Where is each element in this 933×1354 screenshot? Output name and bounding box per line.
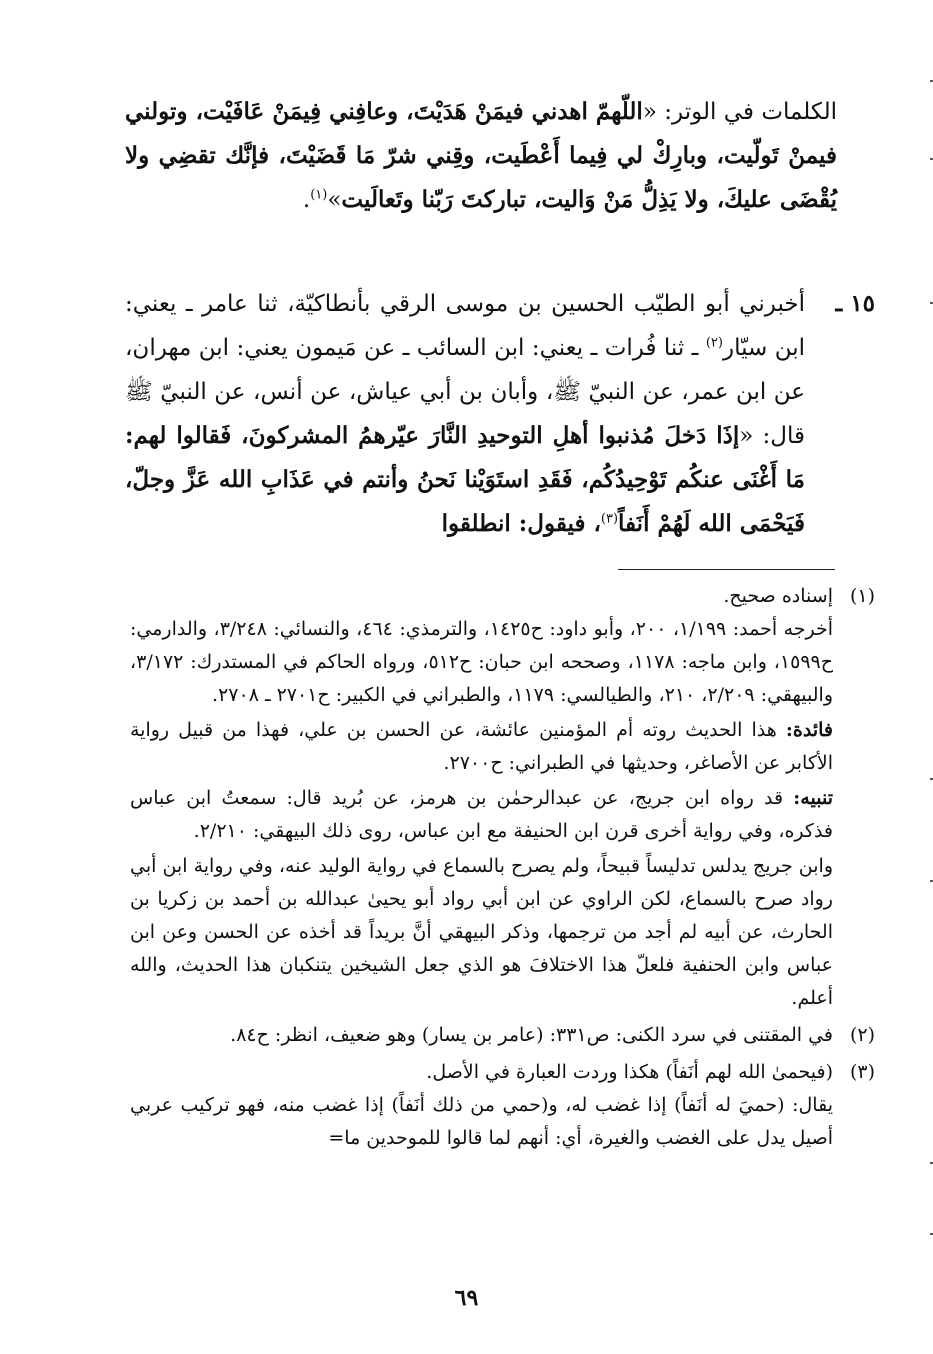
intro-text: الكلمات في الوتر: « bbox=[642, 99, 837, 125]
page-number: ٦٩ bbox=[454, 1285, 479, 1311]
hadith-text bbox=[125, 282, 805, 546]
matn-bold-text-2: ، فيقول: انطلقوا bbox=[441, 510, 601, 537]
footnote-number: (٣) bbox=[849, 1061, 875, 1083]
closing-quote: » bbox=[327, 187, 342, 213]
dua-witr-text bbox=[125, 90, 837, 222]
footnote-line: (فيحمىٰ الله لهم أنَفاً) هكذا وردت العبارة في الأصل. bbox=[426, 1061, 833, 1083]
footnotes bbox=[130, 580, 875, 1159]
footnote-line: إسناده صحيح. bbox=[723, 585, 833, 607]
footnote-3 bbox=[130, 1056, 875, 1155]
footnote-separator bbox=[618, 569, 835, 570]
footnote-1 bbox=[130, 580, 875, 1015]
footnote-line: في المقتنى في سرد الكنى: ص٣٣١: (عامر بن يسار) وهو ضعيف، انظر: ح٨٤. bbox=[230, 1024, 833, 1046]
top-paragraph bbox=[125, 90, 837, 222]
matn-bold-text: إذَا دَخلَ مُذنبوا أهلِ التوحيدِ النَّارَ عيّرهمُ المشركونَ، فَقالوا لهم: مَا أَغْنَى عنكُم تَوْحِيدُكُم، فَقَدِ استَوَيْنا نَحنُ وأنتم في عَذَابِ الله عَزَّ وجلّ، فَيَحْمَى الله لَهُمْ أَنَفاً bbox=[125, 422, 805, 537]
footnote-ref-3[interactable]: (٣) bbox=[600, 511, 619, 527]
footnote-line: أخرجه أحمد: ١/١٩٩، ٢٠٠، وأبو داود: ح١٤٢٥، والترمذي: ٤٦٤، والنسائي: ٣/٢٤٨، والدارمي: ح١٥٩٩، وابن ماجه: ١١٧٨، وصححه ابن حبان: ح٥١٢، ورواه الحاكم في المستدرك: ٣/١٧٢، والبيهقي: ٢/٢٠٩، ٢١٠، والطيالسي: ١١٧٩، والطبراني في الكبير: ح٢٧٠١ ـ ٢٧٠٨. bbox=[130, 618, 834, 706]
dua-bold-text: اللّهمّ اهدني فيمَنْ هَدَيْتَ، وعافِني فِيمَنْ عَافَيْت، وتولني فيمنْ تَولّيت، وبارِكْ لي فِيما أَعْطَيت، وقِني شرّ مَا قَضَيْتَ، فإنَّك تقضِي ولا يُقْضَى عليكَ، ولا يَذِلُّ مَنْ وَاليت، تباركتَ رَبّنا وتَعالَيت bbox=[125, 98, 837, 213]
isnad-text-2: ـ ثنا فُرات ـ يعني: ابن السائب ـ عن مَيمون يعني: ابن مهران، عن ابن عمر، عن النبيّ ﷺ، وأبان بن أبي عياش، عن أنس، عن النبيّ ﷺ قال: « bbox=[125, 335, 805, 449]
faida-label: فائدة: bbox=[785, 719, 833, 741]
tanbih-note bbox=[130, 782, 833, 848]
isnad-text: أخبرني أبو الطيّب الحسين بن موسى الرقي بأنطاكيّة، ثنا عامر ـ يعني: ابن سيّار bbox=[125, 291, 806, 361]
footnote-ref-2[interactable]: (٢) bbox=[705, 335, 723, 351]
footnote-line: وابن جريج يدلس تدليساً قبيحاً، ولم يصرح بالسماع في رواية الوليد عنه، وفي رواية ابن أبي رواد صرح بالسماع، لكن الراوي عن ابن أبي رواد أبو يحيىٰ عبدالله بن أحمد بن زكريا بن الحارث، عن أبيه لم أجد من ترجمها، وذكر البيهقي أنَّ بريداً قد أخذه عن الحسن وعن ابن عباس وابن الحنفية فلعلّ هذا الاختلافَ هو الذي جعل الشيخين يتنكبان هذا الحديث، والله أعلم. bbox=[130, 855, 833, 1009]
tanbih-label: تنبيه: bbox=[793, 787, 833, 809]
faida-note bbox=[130, 714, 833, 780]
footnote-line: يقال: (حميَ له أنَفاً) إذا غضب له، و(حمي من ذلك أنَفاً) إذا غضب منه، فهو تركيب عربي أصيل يدل على الغضب والغيرة، أي: أنهم لما قالوا للموحدين ما= bbox=[130, 1094, 833, 1149]
footnote-number: (٢) bbox=[849, 1024, 875, 1046]
end-punct: . bbox=[302, 187, 311, 213]
footnote-ref-1[interactable]: (١) bbox=[310, 187, 328, 203]
footnote-2 bbox=[130, 1019, 875, 1052]
footnote-number: (١) bbox=[849, 585, 875, 607]
hadith-number: ١٥ ـ bbox=[835, 290, 875, 317]
faida-text: هذا الحديث روته أم المؤمنين عائشة، عن الحسن بن علي، فهذا من قبيل رواية الأكابر عن الأصاغر، وحديثها في الطبراني: ح٢٧٠٠. bbox=[130, 719, 833, 774]
tanbih-text: قد رواه ابن جريج، عن عبدالرحمٰن بن هرمز، عن بُريد قال: سمعتُ ابن عباس فذكره، وفي رواية أخرى قرن ابن الحنيفة مع ابن عباس، روى ذلك البيهقي: ٢/٢١٠. bbox=[130, 787, 833, 842]
hadith-15 bbox=[125, 282, 875, 546]
